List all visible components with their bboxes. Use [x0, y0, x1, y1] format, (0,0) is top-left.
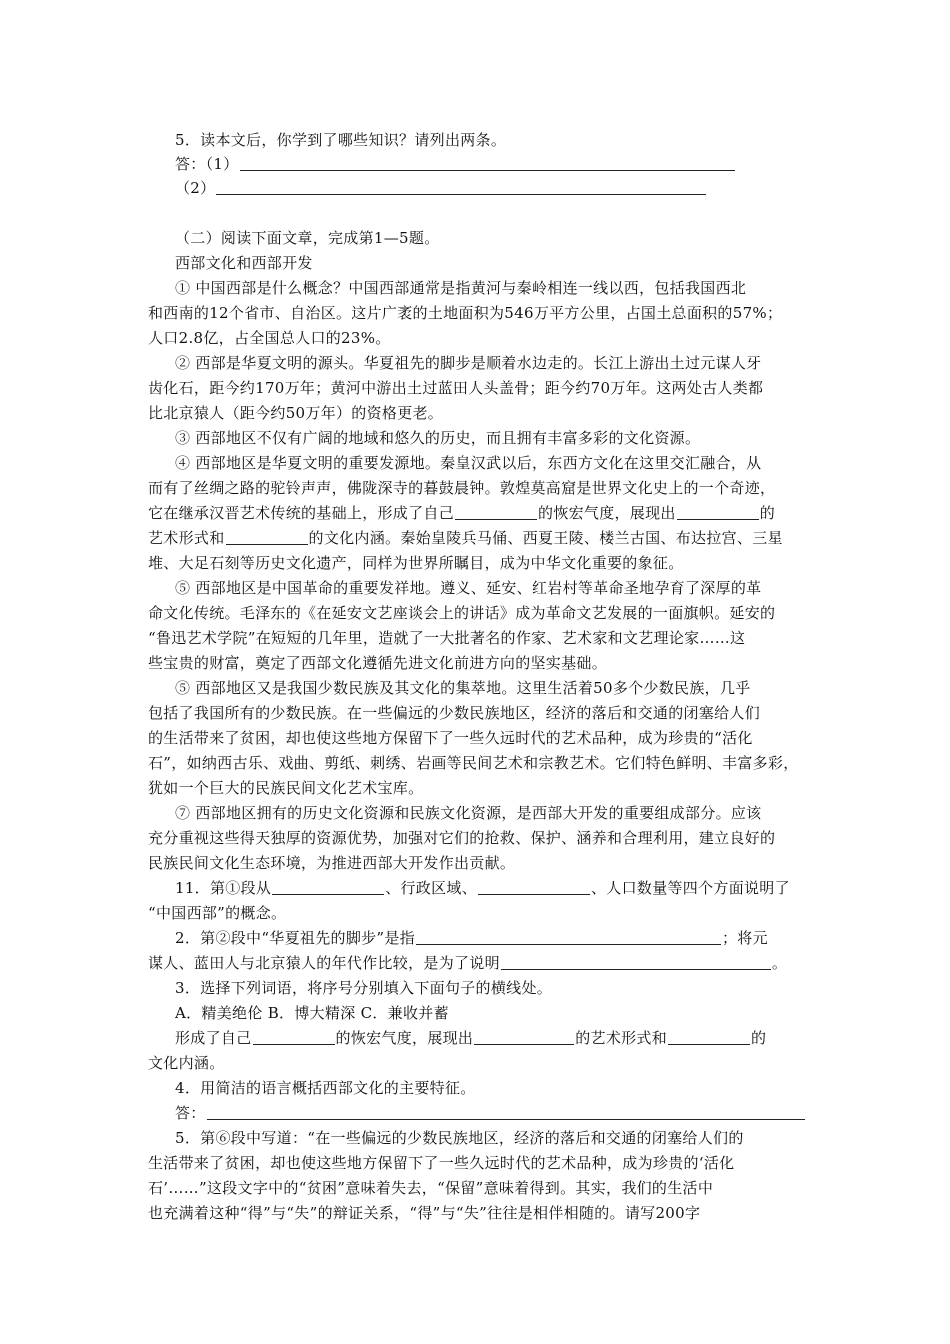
body-line: 堆、大足石刻等历史文化遗产，同样为世界所瞩目，成为中华文化重要的象征。 — [148, 554, 684, 572]
answer-label-2: （2） — [175, 179, 216, 197]
question-2: 2．第②段中“华夏祖先的脚步”是指 ；将元 — [175, 929, 768, 947]
body-line: 充分重视这些得天独厚的资源优势，加强对它们的抢救、保护、涵养和合理利用，建立良好的 — [148, 829, 776, 847]
body-line-with-blanks: 它在继承汉晋艺术传统的基础上，形成了自己 的恢宏气度，展现出 的 — [148, 504, 776, 522]
section-heading: （二）阅读下面文章，完成第1—5题。 — [175, 229, 440, 247]
body-line: 的生活带来了贫困，却也使这些地方保留下了一些久远时代的艺术品种，成为珍贵的“活化 — [148, 729, 753, 747]
text-blank — [455, 504, 537, 520]
question-3-options: A．精美绝伦 B．博大精深 C．兼收并蓄 — [175, 1004, 449, 1022]
question-4: 4．用简洁的语言概括西部文化的主要特征。 — [175, 1079, 476, 1097]
body-line: ③ 西部地区不仅有广阔的地域和悠久的历史，而且拥有丰富多彩的文化资源。 — [175, 429, 701, 447]
body-line: 命文化传统。毛泽东的《在延安文艺座谈会上的讲话》成为革命文艺发展的一面旗帜。延安的 — [148, 604, 776, 622]
prev-answer-line-2 — [175, 178, 810, 198]
body-line: 比北京猿人（距今约50万年）的资格更老。 — [148, 404, 444, 422]
prev-question-5: 5．读本文后，你学到了哪些知识？请列出两条。 — [175, 131, 507, 149]
question-3-sentence: 形成了自己 的恢宏气度，展现出 的艺术形式和 的 — [175, 1029, 767, 1047]
body-line: ⑤ 西部地区又是我国少数民族及其文化的集萃地。这里生活着50多个少数民族，几乎 — [175, 679, 751, 697]
body-line: 民族民间文化生态环境，为推进西部大开发作出贡献。 — [148, 854, 516, 872]
question-5-line: 也充满着这种“得”与“失”的辩证关系，“得”与“失”往往是相伴相随的。请写200字 — [148, 1204, 701, 1222]
answer-blank[interactable] — [474, 1029, 574, 1045]
answer-blank-2[interactable] — [216, 179, 706, 195]
question-3: 3．选择下列词语，将序号分别填入下面句子的横线处。 — [175, 979, 553, 997]
text-blank — [677, 504, 759, 520]
body-line: “鲁迅艺术学院”在短短的几年里，造就了一大批著名的作家、艺术家和文艺理论家……这 — [148, 629, 746, 647]
body-line: ① 中国西部是什么概念？中国西部通常是指黄河与秦岭相连一线以西，包括我国西北 — [175, 279, 747, 297]
question-3-sentence-cont: 文化内涵。 — [148, 1054, 225, 1072]
answer-blank[interactable] — [478, 879, 590, 895]
question-2-cont: 谋人、蓝田人与北京猿人的年代作比较，是为了说明 。 — [148, 954, 788, 972]
body-line: 些宝贵的财富，奠定了西部文化遵循先进文化前进方向的坚实基础。 — [148, 654, 608, 672]
body-line: 石”，如纳西古乐、戏曲、剪纸、刺绣、岩画等民间艺术和宗教艺术。它们特色鲜明、丰富多彩， — [148, 754, 799, 772]
body-line: 而有了丝绸之路的驼铃声声，佛陇深寺的暮鼓晨钟。敦煌莫高窟是世界文化史上的一个奇迹， — [148, 479, 776, 497]
question-5-line: 石’……”这段文字中的“贫困”意味着失去，“保留”意味着得到。其实，我们的生活中 — [148, 1179, 714, 1197]
body-line: ⑤ 西部地区是中国革命的重要发祥地。遵义、延安、红岩村等革命圣地孕育了深厚的革 — [175, 579, 762, 597]
text-blank — [226, 529, 308, 545]
question-1: 11．第①段从 、行政区域、 、人口数量等四个方面说明了 — [175, 879, 790, 897]
body-line-with-blanks: 艺术形式和 的文化内涵。秦始皇陵兵马俑、西夏王陵、楼兰古国、布达拉宫、三星 — [148, 529, 783, 547]
answer-blank[interactable] — [253, 1029, 335, 1045]
answer-blank-1[interactable] — [240, 155, 735, 171]
question-5: 5．第⑥段中写道：“在一些偏远的少数民族地区，经济的落后和交通的闭塞给人们的 — [175, 1129, 744, 1147]
body-line: 人口2.8亿，占全国总人口的23%。 — [148, 329, 391, 347]
body-line: ⑦ 西部地区拥有的历史文化资源和民族文化资源，是西部大开发的重要组成部分。应该 — [175, 804, 762, 822]
body-line: ④ 西部地区是华夏文明的重要发源地。秦皇汉武以后，东西方文化在这里交汇融合，从 — [175, 454, 762, 472]
question-1-cont: “中国西部”的概念。 — [148, 904, 287, 922]
answer-blank[interactable] — [272, 879, 384, 895]
answer-blank[interactable] — [207, 1104, 805, 1120]
prev-answer-line-1 — [175, 154, 810, 174]
body-line: 犹如一个巨大的民族民间文化艺术宝库。 — [148, 779, 424, 797]
answer-blank[interactable] — [668, 1029, 750, 1045]
answer-blank[interactable] — [416, 929, 721, 945]
body-line: 包括了我国所有的少数民族。在一些偏远的少数民族地区，经济的落后和交通的闭塞给人们 — [148, 704, 761, 722]
question-4-answer: 答： — [175, 1103, 810, 1123]
question-5-line: 生活带来了贫困，却也使这些地方保留下了一些久远时代的艺术品种，成为珍贵的‘活化 — [148, 1154, 735, 1172]
body-line: ② 西部是华夏文明的源头。华夏祖先的脚步是顺着水边走的。长江上游出土过元谋人牙 — [175, 354, 762, 372]
article-title: 西部文化和西部开发 — [175, 254, 313, 272]
answer-label-1: 答：（1） — [175, 155, 239, 173]
answer-blank[interactable] — [501, 954, 771, 970]
body-line: 和西南的12个省市、自治区。这片广袤的土地面积为546万平方公里，占国土总面积的57%； — [148, 304, 783, 322]
body-line: 齿化石，距今约170万年；黄河中游出土过蓝田人头盖骨；距今约70万年。这两处古人类都 — [148, 379, 764, 397]
